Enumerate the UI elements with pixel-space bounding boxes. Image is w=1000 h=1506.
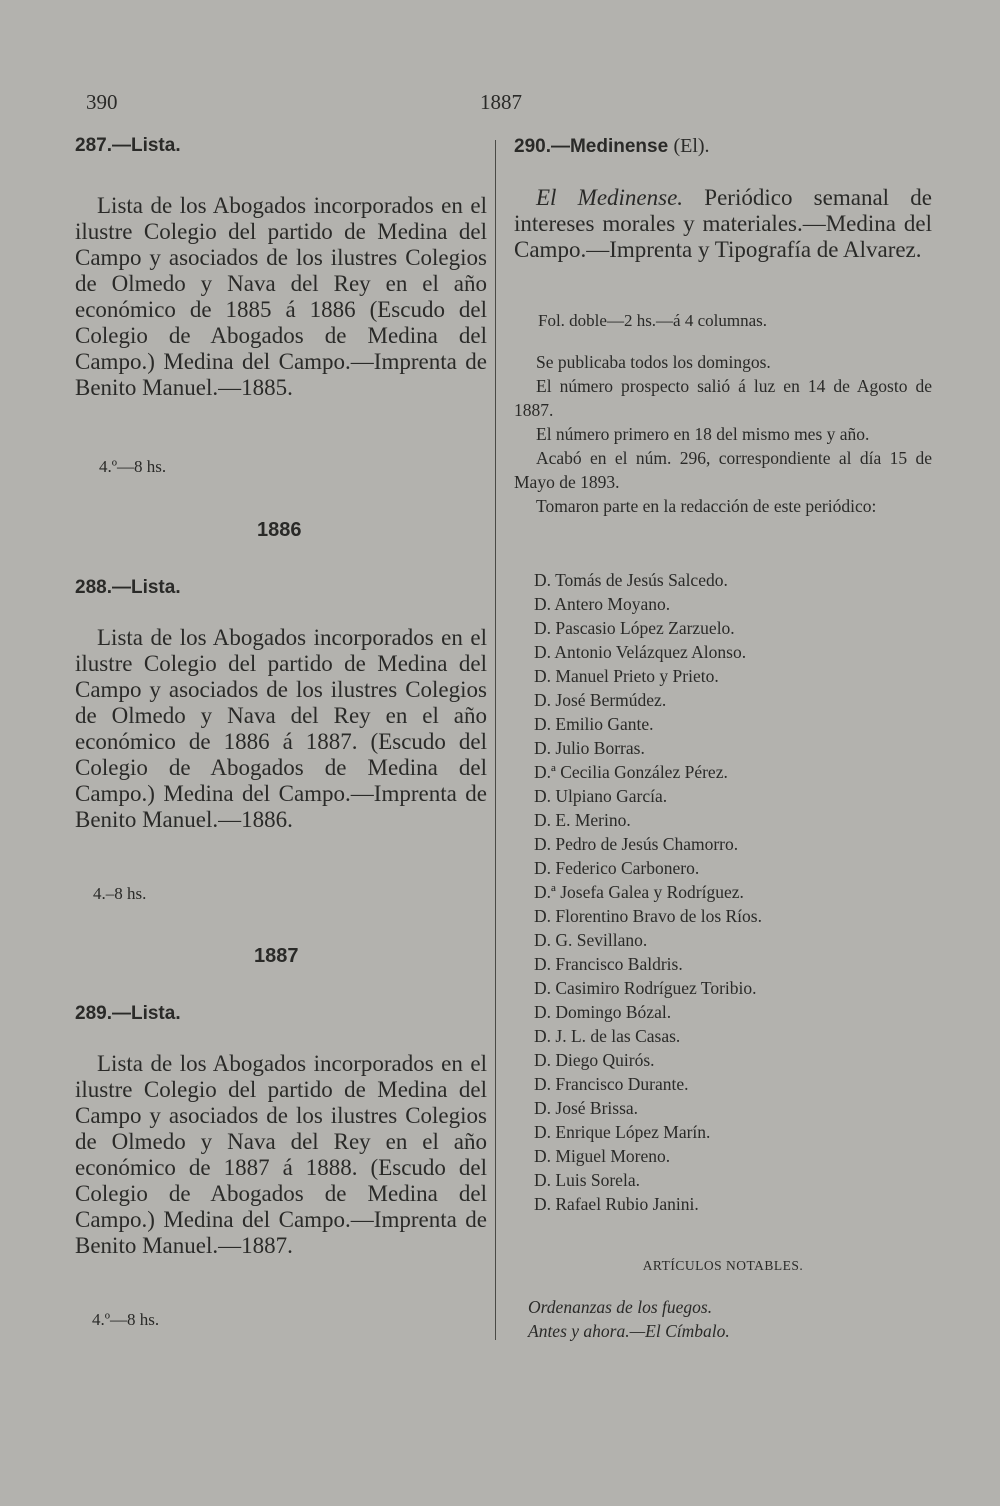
staff-item: D.ª Josefa Galea y Rodríguez. <box>534 882 744 902</box>
staff-item: D. Francisco Durante. <box>534 1074 689 1094</box>
note-item: Se publicaba todos los domingos. <box>536 352 771 372</box>
staff-item: D. Federico Carbonero. <box>534 858 700 878</box>
article-item: Ordenanzas de los fuegos. <box>528 1297 713 1317</box>
entry-287-format: 4.º—8 hs. <box>99 457 167 476</box>
entry-290-heading-article: (El). <box>673 135 710 157</box>
staff-item: D. Francisco Baldris. <box>534 954 683 974</box>
staff-item: D.ª Cecilia González Pérez. <box>534 762 728 782</box>
staff-item: D. Julio Borras. <box>534 738 645 758</box>
entry-289-format: 4.º—8 hs. <box>92 1310 160 1329</box>
staff-item: D. Emilio Gante. <box>534 714 654 734</box>
column-divider <box>495 140 496 1340</box>
note-item: El número primero en 18 del mismo mes y año. <box>536 424 870 444</box>
entry-288-body <box>75 625 487 833</box>
notable-articles-list <box>514 1295 932 1343</box>
entry-287-text: Lista de los Abogados incorporados en el ilustre Colegio del partido de Medina del Campo y asociados de los ilustres Colegios de Olmedo y Nava del Rey en el año económico de 1885 á 1886 (Escudo del Colegio de Abogados de Medina del Campo.) Medina del Campo.—Imprenta de Benito Manuel.—1885. <box>75 193 487 400</box>
staff-item: D. G. Sevillano. <box>534 930 648 950</box>
entry-290-heading-number: 290.—Medinense <box>514 136 669 157</box>
staff-item: D. Ulpiano García. <box>534 786 668 806</box>
entry-288-format: 4.–8 hs. <box>93 884 147 903</box>
staff-item: D. J. L. de las Casas. <box>534 1026 681 1046</box>
entry-290-notes <box>514 350 932 518</box>
running-head-year: 1887 <box>480 90 522 114</box>
staff-item: D. José Bermúdez. <box>534 690 667 710</box>
entry-287-heading: 287.—Lista. <box>75 135 181 156</box>
staff-item: D. Rafael Rubio Janini. <box>534 1194 699 1214</box>
entry-290-title: El Medinense. <box>536 185 684 210</box>
staff-item: D. José Brissa. <box>534 1098 639 1118</box>
staff-item: D. Tomás de Jesús Salcedo. <box>534 570 728 590</box>
staff-item: D. Enrique López Marín. <box>534 1122 711 1142</box>
entry-289-text: Lista de los Abogados incorporados en el ilustre Colegio del partido de Medina del Campo y asociados de los ilustres Colegios de Olmedo y Nava del Rey en el año económico de 1887 á 1888. (Escudo del Colegio de Abogados de Medina del Campo.) Medina del Campo.—Imprenta de Benito Manuel.—1887. <box>75 1051 487 1258</box>
entry-288-text: Lista de los Abogados incorporados en el ilustre Colegio del partido de Medina del Campo y asociados de los ilustres Colegios de Olmedo y Nava del Rey en el año económico de 1886 á 1887. (Escudo del Colegio de Abogados de Medina del Campo.) Medina del Campo.—Imprenta de Benito Manuel.—1886. <box>75 625 487 832</box>
entry-289-body <box>75 1051 487 1259</box>
notable-articles-heading: ARTÍCULOS NOTABLES. <box>642 1258 804 1273</box>
staff-item: D. Pedro de Jesús Chamorro. <box>534 834 739 854</box>
staff-item: D. Miguel Moreno. <box>534 1146 671 1166</box>
staff-item: D. Domingo Bózal. <box>534 1002 672 1022</box>
staff-item: D. Diego Quirós. <box>534 1050 655 1070</box>
staff-item: D. Florentino Bravo de los Ríos. <box>534 906 762 926</box>
staff-list <box>514 568 932 1216</box>
note-item: Acabó en el núm. 296, correspondiente al día 15 de Mayo de 1893. <box>514 448 932 492</box>
note-item: Tomaron parte en la redacción de este periódico: <box>536 496 877 516</box>
entry-290-heading <box>514 135 932 158</box>
note-item: El número prospecto salió á luz en 14 de Agosto de 1887. <box>514 376 932 420</box>
entry-290-body <box>514 185 932 263</box>
entry-289-heading: 289.—Lista. <box>75 1003 181 1024</box>
staff-item: D. Antero Moyano. <box>534 594 671 614</box>
page-number: 390 <box>86 90 118 114</box>
staff-item: D. Pascasio López Zarzuelo. <box>534 618 735 638</box>
staff-item: D. Antonio Velázquez Alonso. <box>534 642 747 662</box>
staff-item: D. Luis Sorela. <box>534 1170 640 1190</box>
article-item: Antes y ahora.—El Címbalo. <box>528 1321 730 1341</box>
staff-item: D. Casimiro Rodríguez Toribio. <box>534 978 757 998</box>
entry-287-body <box>75 193 487 401</box>
year-heading-1887: 1887 <box>254 945 299 967</box>
entry-288-heading: 288.—Lista. <box>75 577 181 598</box>
year-heading-1886: 1886 <box>257 519 302 541</box>
staff-item: D. Manuel Prieto y Prieto. <box>534 666 719 686</box>
staff-item: D. E. Merino. <box>534 810 631 830</box>
entry-290-format: Fol. doble—2 hs.—á 4 columnas. <box>538 311 768 330</box>
entry-290-text <box>514 185 932 263</box>
entry-290-description: Periódico semanal de intereses morales y materiales.—Medina del Campo.—Imprenta y Tipografía de Alvarez. <box>514 185 932 262</box>
